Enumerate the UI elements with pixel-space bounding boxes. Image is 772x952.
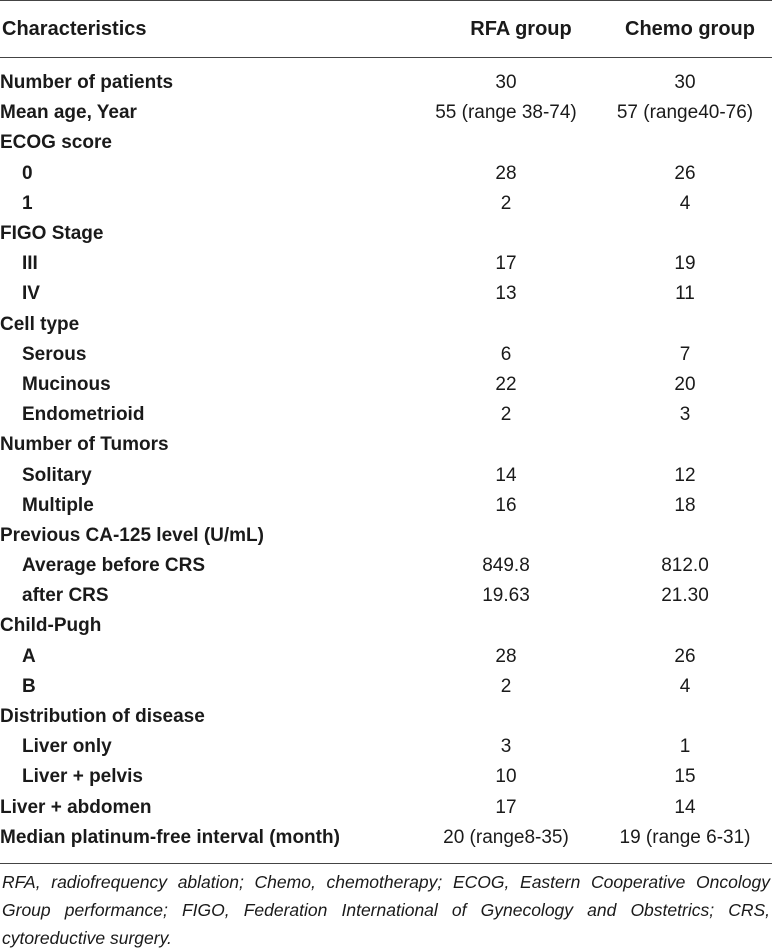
table-row <box>0 460 772 490</box>
chemo-value: 19 <box>674 253 696 275</box>
rfa-value <box>414 310 598 340</box>
row-label: Mean age, Year <box>0 102 137 124</box>
rfa-value: 13 <box>495 283 517 305</box>
chemo-value: 26 <box>674 645 696 667</box>
table-row <box>0 219 772 249</box>
rfa-value: 6 <box>500 343 512 365</box>
row-label: Cell type <box>0 313 80 335</box>
table-row <box>0 762 772 792</box>
rfa-value: 28 <box>495 162 517 184</box>
row-label: Liver + abdomen <box>0 796 152 818</box>
chemo-value: 7 <box>679 343 691 365</box>
row-label: Serous <box>22 343 87 365</box>
table-footnote: RFA, radiofrequency ablation; Chemo, chemotherapy; ECOG, Eastern Cooperative Oncology Group performance; FIGO, Federation International of Gynecology and Obstetrics; CRS, cytoreductive surgery. <box>2 872 770 948</box>
rfa-value: 22 <box>495 373 517 395</box>
chemo-value: 14 <box>674 796 696 818</box>
chemo-value: 12 <box>674 464 696 486</box>
row-label: Solitary <box>22 464 92 486</box>
rfa-value: 14 <box>495 464 517 486</box>
table-row <box>0 702 772 732</box>
rfa-value: 28 <box>495 645 517 667</box>
table-row <box>0 310 772 340</box>
row-label: Previous CA-125 level (U/mL) <box>0 524 264 546</box>
table-row <box>0 340 772 370</box>
row-label: III <box>22 253 38 275</box>
chemo-value <box>598 611 772 641</box>
chemo-value <box>598 521 772 551</box>
table-row <box>0 98 772 128</box>
row-label: Distribution of disease <box>0 706 205 728</box>
rfa-value: 55 (range 38-74) <box>435 102 577 124</box>
table-row <box>0 400 772 430</box>
row-label: Number of patients <box>0 72 174 94</box>
table-row <box>0 128 772 158</box>
chemo-value <box>598 430 772 460</box>
rfa-value <box>414 521 598 551</box>
header-rfa-group: RFA group <box>414 1 598 58</box>
row-label: IV <box>22 283 40 305</box>
chemo-value: 30 <box>674 72 696 94</box>
chemo-value <box>598 702 772 732</box>
chemo-value <box>598 310 772 340</box>
row-label: Average before CRS <box>22 555 206 577</box>
rfa-value <box>414 611 598 641</box>
table-header-row <box>0 1 772 58</box>
table-row <box>0 189 772 219</box>
table-body <box>0 58 772 864</box>
chemo-value <box>598 219 772 249</box>
row-label: Liver + pelvis <box>22 766 143 788</box>
row-label: A <box>22 645 36 667</box>
rfa-value: 17 <box>495 796 517 818</box>
rfa-value: 3 <box>500 736 512 758</box>
table-row <box>0 611 772 641</box>
rfa-value: 849.8 <box>482 555 530 577</box>
row-label: Endometrioid <box>22 404 145 426</box>
chemo-value <box>598 128 772 158</box>
rfa-value: 10 <box>495 766 517 788</box>
row-label: Median platinum-free interval (month) <box>0 826 340 848</box>
row-label: FIGO Stage <box>0 223 104 245</box>
rfa-value <box>414 702 598 732</box>
table-row <box>0 793 772 823</box>
table-row <box>0 370 772 400</box>
table-row <box>0 491 772 521</box>
row-label: 0 <box>22 162 33 184</box>
row-label: ECOG score <box>0 132 112 154</box>
table-row <box>0 279 772 309</box>
row-label: Liver only <box>22 736 112 758</box>
row-label: after CRS <box>22 585 109 607</box>
chemo-value: 812.0 <box>661 555 709 577</box>
chemo-value: 4 <box>679 675 691 697</box>
row-label: Number of Tumors <box>0 434 169 456</box>
header-characteristics: Characteristics <box>0 1 414 58</box>
table-row <box>0 521 772 551</box>
table-row <box>0 581 772 611</box>
row-label: Mucinous <box>22 373 111 395</box>
chemo-value: 15 <box>674 766 696 788</box>
chemo-value: 3 <box>679 404 691 426</box>
rfa-value: 19.63 <box>482 585 530 607</box>
row-label: Multiple <box>22 494 94 516</box>
rfa-value <box>414 430 598 460</box>
table-row <box>0 732 772 762</box>
table-row <box>0 642 772 672</box>
rfa-value: 16 <box>495 494 517 516</box>
table-row <box>0 249 772 279</box>
table-row <box>0 68 772 98</box>
chemo-value: 57 (range40-76) <box>616 102 754 124</box>
chemo-value: 19 (range 6-31) <box>619 826 751 848</box>
chemo-value: 1 <box>679 736 691 758</box>
chemo-value: 21.30 <box>661 585 709 607</box>
rfa-value <box>414 128 598 158</box>
chemo-value: 4 <box>679 192 691 214</box>
chemo-value: 11 <box>675 283 695 305</box>
rfa-value: 2 <box>500 675 512 697</box>
row-label: 1 <box>22 192 33 214</box>
header-chemo-group: Chemo group <box>598 1 772 58</box>
row-label: B <box>22 675 36 697</box>
chemo-value: 18 <box>674 494 696 516</box>
table-row <box>0 551 772 581</box>
rfa-value: 2 <box>500 192 512 214</box>
chemo-value: 20 <box>674 373 696 395</box>
table-row <box>0 159 772 189</box>
table-row <box>0 430 772 460</box>
table-row <box>0 672 772 702</box>
chemo-value: 26 <box>674 162 696 184</box>
table-row <box>0 823 772 853</box>
rfa-value: 20 (range8-35) <box>443 826 569 848</box>
rfa-value: 30 <box>495 72 517 94</box>
rfa-value: 2 <box>500 404 512 426</box>
rfa-value <box>414 219 598 249</box>
row-label: Child-Pugh <box>0 615 102 637</box>
rfa-value: 17 <box>495 253 517 275</box>
